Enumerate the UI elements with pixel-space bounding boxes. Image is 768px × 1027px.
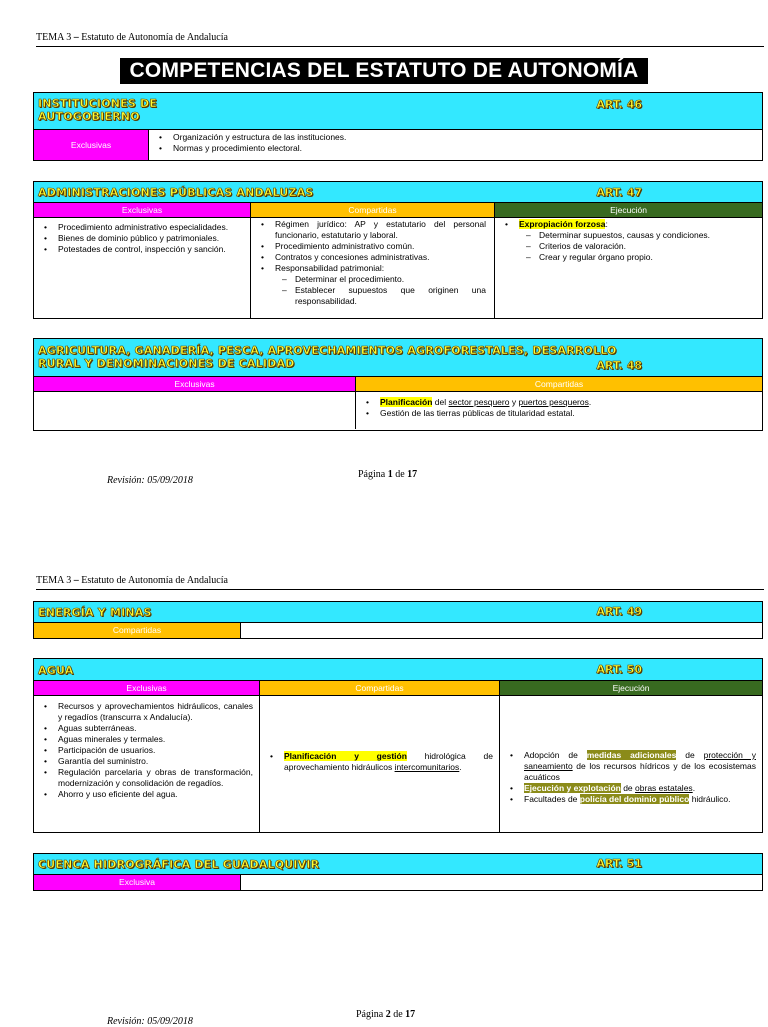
list-item: • Régimen jurídico: AP y estatutario del personal funcionario, estatutario y laboral. — [251, 219, 486, 241]
underlined-text: intercomunitarios — [394, 762, 460, 772]
list-item: • Regulación parcelaria y obras de transformación, modernización y consolidación de regadíos. — [34, 767, 253, 789]
sub-item: – Establecer supuestos que originen una responsabilidad. — [251, 285, 486, 307]
list-item — [260, 751, 493, 773]
sub-item: – Crear y regular órgano propio. — [495, 252, 762, 263]
section-art-47 — [33, 181, 763, 319]
text: de — [392, 469, 408, 480]
list-item — [356, 397, 762, 408]
section-title-bar — [34, 659, 762, 681]
label-ejecucion: Ejecución — [500, 681, 762, 695]
content-exclusiva — [241, 875, 762, 890]
article-number: ART. 50 — [596, 663, 642, 676]
header-dash: – — [71, 575, 82, 586]
text: . — [692, 783, 696, 793]
underlined-text: obras estatales — [635, 783, 693, 793]
article-number: ART. 46 — [596, 98, 642, 111]
list-item: • Recursos y aprovechamientos hidráulicos, canales y regadíos (transcurra x Andalucía). — [34, 701, 253, 723]
label-ejecucion: Ejecución — [495, 203, 762, 217]
highlight: Planificación — [380, 397, 433, 407]
header-dash: – — [71, 32, 82, 43]
label-compartidas: Compartidas — [260, 681, 500, 695]
section-art-48 — [33, 338, 763, 431]
sub-item: – Criterios de valoración. — [495, 241, 762, 252]
list-item: • Gestión de las tierras públicas de titularidad estatal. — [356, 408, 762, 419]
label-compartidas: Compartidas — [356, 377, 762, 391]
text: : — [605, 219, 608, 229]
text: y — [509, 397, 519, 407]
content-compartidas — [356, 392, 762, 429]
text: de — [390, 1009, 406, 1020]
section-art-51 — [33, 853, 763, 891]
text: de — [620, 783, 636, 793]
section-title-bar — [34, 182, 762, 203]
highlight: Planificación y gestión — [284, 751, 407, 761]
section-art-50 — [33, 658, 763, 833]
section-title-bar — [34, 854, 762, 875]
list-item: • Aguas subterráneas. — [34, 723, 253, 734]
content-exclusivas — [34, 696, 260, 832]
article-number: ART. 47 — [596, 186, 642, 199]
content-ejecucion — [495, 218, 762, 318]
highlight: policía del dominio público — [579, 794, 690, 804]
list-item — [500, 794, 756, 805]
section-title: ENERGÍA Y MINAS — [38, 606, 152, 619]
header-subtitle: Estatuto de Autonomía de Andalucía — [81, 575, 228, 586]
text: del — [432, 397, 449, 407]
page-title: COMPETENCIAS DEL ESTATUTO DE AUTONOMÍA — [120, 58, 648, 84]
content-compartidas — [260, 696, 500, 832]
underlined-text: sector pesquero — [448, 397, 510, 407]
list-item: • Participación de usuarios. — [34, 745, 253, 756]
label-compartidas: Compartidas — [34, 623, 241, 638]
text: Página — [356, 1009, 386, 1020]
content-exclusivas — [149, 130, 346, 160]
revision-date: Revisión: 05/09/2018 — [107, 475, 193, 486]
section-title-bar — [34, 93, 762, 130]
list-item — [500, 783, 756, 794]
article-number: ART. 49 — [596, 605, 642, 618]
list-item: • Garantía del suministro. — [34, 756, 253, 767]
list-item: • Organización y estructura de las instituciones. — [149, 132, 346, 143]
list-item: • Bienes de dominio público y patrimoniales. — [34, 233, 250, 244]
section-title: CUENCA HIDROGRÁFICA DEL GUADALQUIVIR — [38, 858, 320, 871]
list-item: • Ahorro y uso eficiente del agua. — [34, 789, 253, 800]
highlight: Expropiación forzosa — [519, 219, 606, 229]
section-title-bar — [34, 602, 762, 623]
section-title: ADMINISTRACIONES PÚBLICAS ANDALUZAS — [38, 186, 314, 199]
sub-item: – Determinar el procedimiento. — [251, 274, 486, 285]
text: Página — [358, 469, 388, 480]
section-art-49 — [33, 601, 763, 639]
label-exclusivas: Exclusivas — [34, 377, 356, 391]
section-title: AGUA — [38, 664, 74, 677]
article-number: ART. 48 — [596, 359, 642, 372]
section-title: INSTITUCIONES DE AUTOGOBIERNO — [38, 97, 158, 123]
content-exclusivas — [34, 392, 356, 429]
header-tema: TEMA 3 — [36, 575, 72, 586]
page-header-2 — [36, 575, 764, 590]
page-total: 17 — [407, 469, 418, 480]
highlight: Ejecución y explotación — [524, 783, 621, 793]
highlight: medidas adicionales — [586, 750, 677, 760]
list-item: • Contratos y concesiones administrativas. — [251, 252, 486, 263]
page-total: 17 — [405, 1009, 416, 1020]
article-number: ART. 51 — [596, 857, 642, 870]
page-current: 2 — [385, 1009, 391, 1020]
section-title-bar — [34, 339, 762, 377]
list-item — [495, 219, 762, 230]
list-item: • Responsabilidad patrimonial: — [251, 263, 486, 274]
list-item: • Procedimiento administrativo común. — [251, 241, 486, 252]
label-exclusivas: Exclusivas — [34, 681, 260, 695]
header-subtitle: Estatuto de Autonomía de Andalucía — [81, 32, 228, 43]
content-compartidas — [251, 218, 495, 318]
revision-date: Revisión: 05/09/2018 — [107, 1016, 193, 1027]
list-item — [500, 750, 756, 783]
section-art-46 — [33, 92, 763, 161]
list-item: • Potestades de control, inspección y sanción. — [34, 244, 250, 255]
text: Facultades de — [524, 794, 580, 804]
text: hidráulico. — [689, 794, 731, 804]
content-ejecucion — [500, 696, 762, 832]
underlined-text: puertos pesqueros — [518, 397, 589, 407]
text: de los recursos hídricos y de los ecosistemas acuáticos — [524, 761, 756, 782]
underlined-text: protección y saneamiento — [524, 750, 756, 771]
list-item: • Aguas minerales y termales. — [34, 734, 253, 745]
text: de — [676, 750, 704, 760]
content-compartidas — [241, 623, 762, 638]
label-exclusiva: Exclusiva — [34, 875, 241, 890]
label-exclusivas: Exclusivas — [34, 130, 149, 160]
label-exclusivas: Exclusivas — [34, 203, 251, 217]
label-compartidas: Compartidas — [251, 203, 495, 217]
list-item: • Procedimiento administrativo especialidades. — [34, 222, 250, 233]
content-exclusivas — [34, 218, 251, 318]
header-tema: TEMA 3 — [36, 32, 72, 43]
page-number — [356, 1009, 415, 1020]
text: hidrológica de aprovechamiento hidráulicos — [284, 751, 493, 772]
text: . — [459, 762, 462, 772]
sub-item: – Determinar supuestos, causas y condiciones. — [495, 230, 762, 241]
page-current: 1 — [387, 469, 393, 480]
list-item: • Normas y procedimiento electoral. — [149, 143, 346, 154]
text: Adopción de — [524, 750, 587, 760]
page-number — [358, 469, 417, 480]
section-title: AGRICULTURA, GANADERÍA, PESCA, APROVECHAMIENTOS AGROFORESTALES, DESARROLLO RURAL Y DENOMINACIONES DE CALIDAD — [38, 344, 617, 370]
page-header-1 — [36, 32, 764, 47]
text: . — [588, 397, 592, 407]
